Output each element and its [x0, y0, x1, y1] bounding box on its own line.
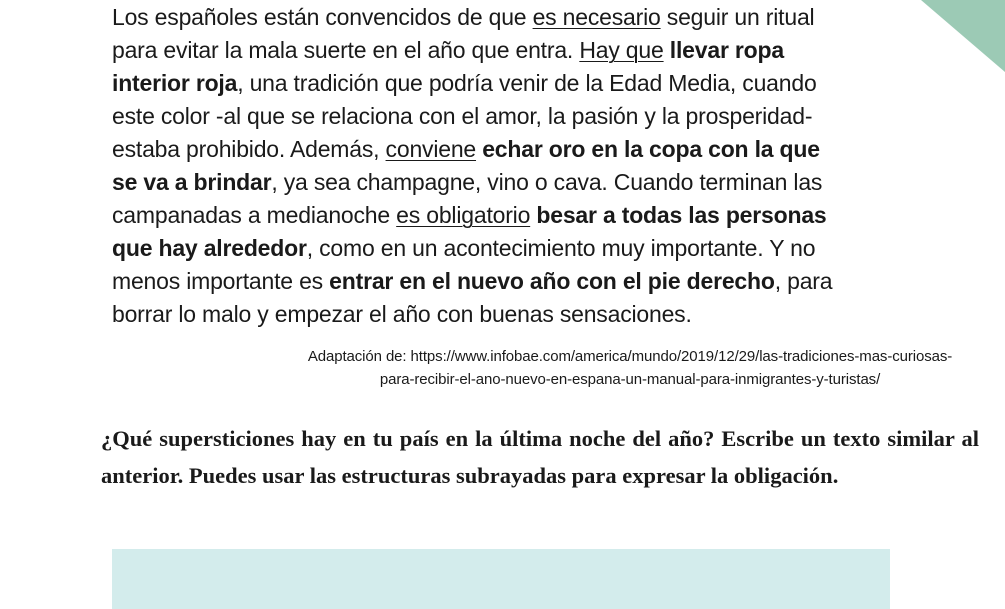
text-run: , para	[774, 268, 833, 294]
bold-phrase: entrar en el nuevo año con el pie derecho	[329, 268, 775, 294]
text-run: seguir un ritual	[660, 4, 815, 30]
bold-phrase: interior roja	[112, 70, 238, 96]
text-run: , una tradición que podría venir de la Edad Media, cuando	[237, 70, 817, 96]
text-run: borrar lo malo y empezar el año con buenas sensaciones.	[112, 301, 692, 327]
bold-phrase: se va a brindar	[112, 169, 272, 195]
underlined-structure: Hay que	[579, 37, 664, 63]
paragraph-line	[112, 133, 912, 166]
paragraph-line	[112, 166, 912, 199]
source-citation	[200, 345, 1005, 391]
underlined-structure: es necesario	[532, 4, 661, 30]
underlined-structure: es obligatorio	[396, 202, 531, 228]
bold-phrase: echar oro en la copa con la que	[482, 136, 820, 162]
reading-paragraph	[112, 1, 912, 331]
answer-box[interactable]	[112, 549, 890, 609]
text-run: campanadas a medianoche	[112, 202, 397, 228]
paragraph-line	[112, 265, 912, 298]
paragraph-line	[112, 100, 912, 133]
text-run: estaba prohibido. Además,	[112, 136, 386, 162]
bold-phrase: llevar ropa	[669, 37, 784, 63]
paragraph-line	[112, 199, 912, 232]
paragraph-line	[112, 67, 912, 100]
paragraph-line	[112, 34, 912, 67]
paragraph-line	[112, 1, 912, 34]
text-run: , ya sea champagne, vino o cava. Cuando terminan las	[271, 169, 823, 195]
underlined-structure: conviene	[385, 136, 477, 162]
bold-phrase: que hay alrededor	[112, 235, 307, 261]
exercise-question: ¿Qué supersticiones hay en tu país en la última noche del año? Escribe un texto similar al anterior. Puedes usar las estructuras subrayadas para expresar la obligación.	[101, 426, 979, 488]
bold-phrase: besar a todas las personas	[536, 202, 827, 228]
text-run: Los españoles están convencidos de que	[112, 4, 533, 30]
source-line-1: Adaptación de: https://www.infobae.com/america/mundo/2019/12/29/las-tradiciones-mas-curiosas-	[307, 348, 953, 365]
corner-decoration	[921, 0, 1005, 72]
text-run: menos importante es	[112, 268, 330, 294]
text-run: , como en un acontecimiento muy importante. Y no	[306, 235, 816, 261]
text-run: para evitar la mala suerte en el año que entra.	[112, 37, 580, 63]
text-run: este color -al que se relaciona con el amor, la pasión y la prosperidad-	[112, 103, 813, 129]
paragraph-line	[112, 232, 912, 265]
paragraph-line	[112, 298, 912, 331]
source-line-2: para-recibir-el-ano-nuevo-en-espana-un-manual-para-inmigrantes-y-turistas/	[379, 371, 881, 388]
